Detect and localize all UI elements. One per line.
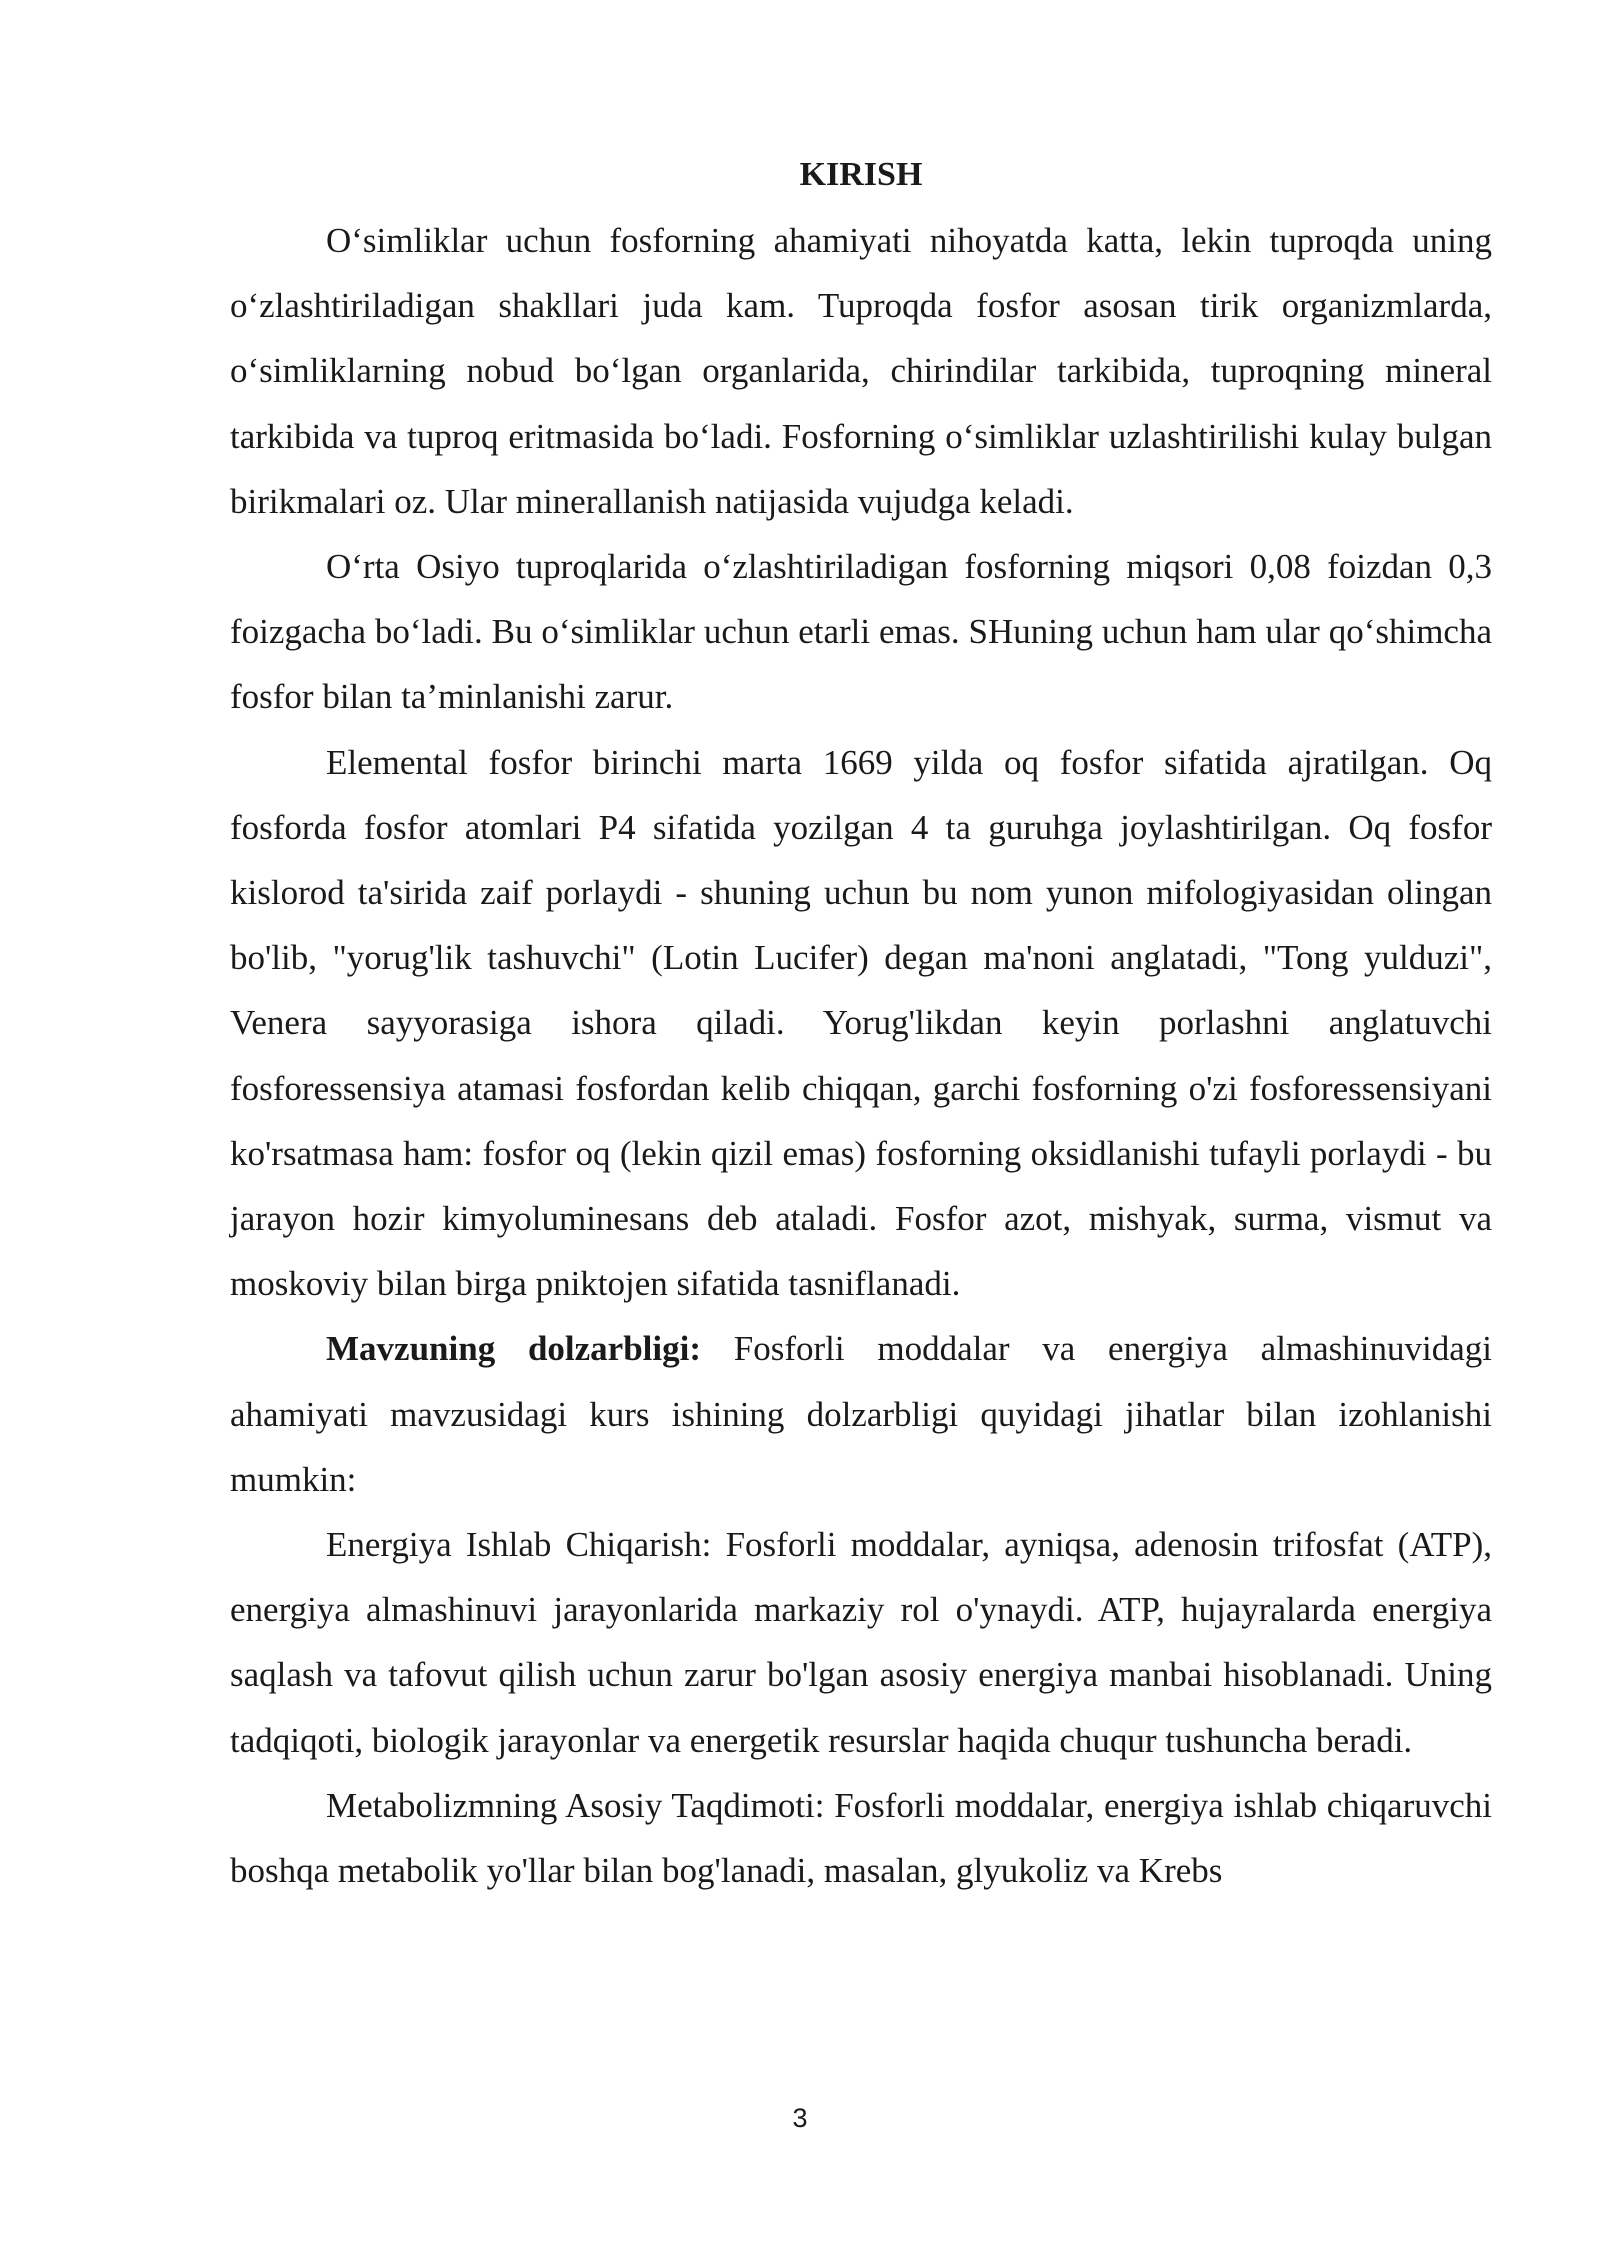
paragraph-4 — [230, 1316, 1492, 1512]
paragraph-text: O‘simliklar uchun fosforning ahamiyati nihoyatda katta, lekin tuproqda uning o‘zlashtiriladigan shakllari juda kam. Tuproqda fosfor asosan tirik organizmlarda, o‘simliklarning nobud bo‘lgan organlarida, chirindilar tarkibida, tuproqning mineral tarkibida va tuproq eritmasida bo‘ladi. Fosforning o‘simliklar uzlashtirilishi kulay bulgan birikmalari oz. Ular minerallanish natijasida vujudga keladi. — [230, 221, 1492, 521]
paragraph-text: Elemental fosfor birinchi marta 1669 yilda oq fosfor sifatida ajratilgan. Oq fosforda fosfor atomlari P4 sifatida yozilgan 4 ta guruhga joylashtirilgan. Oq fosfor kislorod ta'sirida zaif porlaydi - shuning uchun bu nom yunon mifologiyasidan olingan bo'lib, "yorug'lik tashuvchi" (Lotin Lucifer) degan ma'noni anglatadi, "Tong yulduzi", Venera sayyorasiga ishora qiladi. Yorug'likdan keyin porlashni anglatuvchi fosforessensiya atamasi fosfordan kelib chiqqan, garchi fosforning o'zi fosforessensiyani ko'rsatmasa ham: fosfor oq (lekin qizil emas) fosforning oksidlanishi tufayli porlaydi - bu jarayon hozir kimyoluminesans deb ataladi. Fosfor azot, mishyak, surma, vismut va moskoviy bilan birga pniktojen sifatida tasniflanadi. — [230, 742, 1492, 1304]
page-number: 3 — [792, 2103, 808, 2133]
paragraph-text: Energiya Ishlab Chiqarish: Fosforli moddalar, ayniqsa, adenosin trifosfat (ATP), energiya almashinuvi jarayonlarida markaziy rol o'ynaydi. ATP, hujayralarda energiya saqlash va tafovut qilish uchun zarur bo'lgan asosiy energiya manbai hisoblanadi. Uning tadqiqoti, biologik jarayonlar va energetik resurslar haqida chuqur tushuncha beradi. — [230, 1525, 1492, 1760]
paragraph-3 — [230, 730, 1492, 1317]
paragraph-6 — [230, 1773, 1492, 1903]
section-title: KIRISH — [799, 156, 923, 193]
document-page — [230, 150, 1492, 1903]
paragraph-text: Metabolizmning Asosiy Taqdimoti: Fosforli moddalar, energiya ishlab chiqaruvchi boshqa metabolik yo'llar bilan bog'lanadi, masalan, glyukoliz va Krebs — [230, 1785, 1492, 1891]
paragraph-text: Fosforli moddalar va energiya almashinuvidagi ahamiyati mavzusidagi kurs ishining dolzarbligi quyidagi jihatlar bilan izohlanishi mumkin: — [230, 1329, 1492, 1499]
paragraph-lead-bold: Mavzuning dolzarbligi: — [326, 1329, 701, 1369]
paragraph-2 — [230, 534, 1492, 730]
paragraph-5 — [230, 1512, 1492, 1773]
paragraph-1 — [230, 208, 1492, 534]
paragraph-text: O‘rta Osiyo tuproqlarida o‘zlashtiriladigan fosforning miqsori 0,08 foizdan 0,3 foizgacha bo‘ladi. Bu o‘simliklar uchun etarli emas. SHuning uchun ham ular qo‘shimcha fosfor bilan ta’minlanishi zarur. — [230, 547, 1492, 717]
